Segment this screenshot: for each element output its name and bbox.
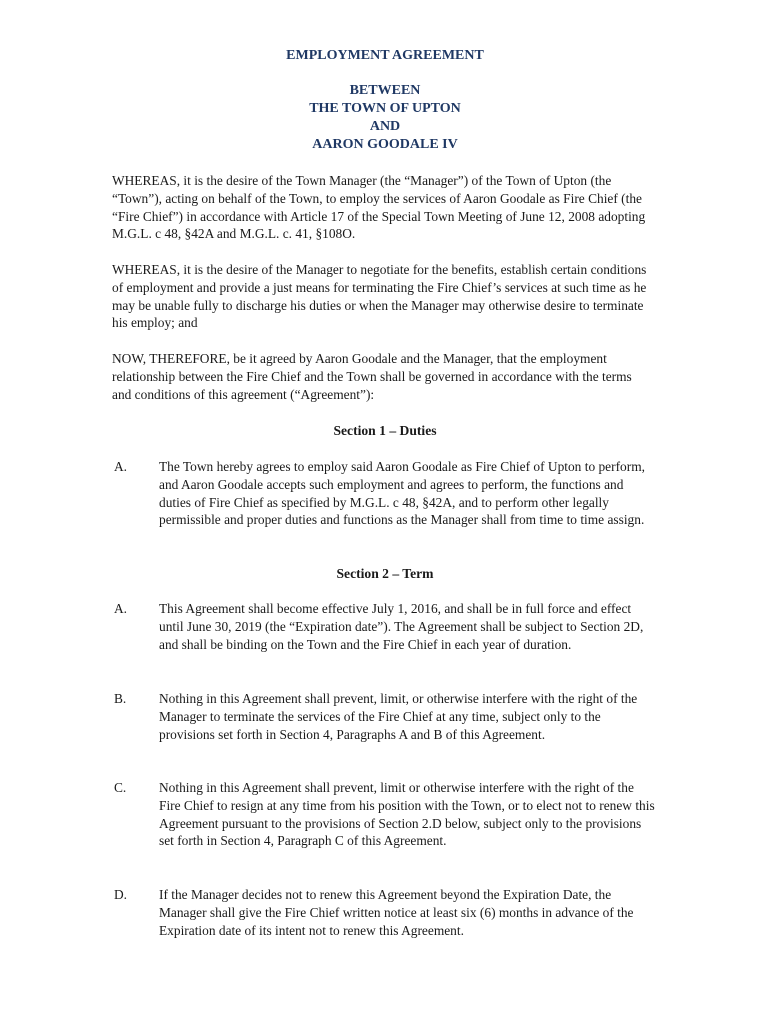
item-text: If the Manager decides not to renew this Agreement beyond the Expiration Date, the Manager shall give the Fire Chief written notice at least six (6) months in advance of the Expiration date of its intent not to renew this Agreement. — [159, 887, 634, 938]
and-label: AND — [369, 119, 401, 134]
party-town: THE TOWN OF UPTON — [309, 101, 461, 116]
document-title: EMPLOYMENT AGREEMENT — [286, 48, 484, 63]
item-letter: A. — [114, 459, 128, 474]
item-text: The Town hereby agrees to employ said Aaron Goodale as Fire Chief of Upton to perform, and Aaron Goodale accepts such employment and agrees to perform, the functions and duties of Fire Chief as specified by M.G.L. c 48, §42A, and to perform other legally permissible and proper duties and functions as the Manager shall from time to time assign. — [159, 459, 645, 528]
item-letter: D. — [114, 887, 128, 902]
item-letter: B. — [114, 691, 127, 706]
item-letter: C. — [114, 780, 127, 795]
section-2-heading: Section 2 – Term — [336, 566, 434, 581]
between-label: BETWEEN — [349, 83, 421, 98]
item-text: Nothing in this Agreement shall prevent, limit, or otherwise interfere with the right of the Manager to terminate the services of the Fire Chief at any time, subject only to the provisions set forth in Section 4, Paragraphs A and B of this Agreement. — [159, 691, 638, 742]
recital-paragraph: WHEREAS, it is the desire of the Town Manager (the “Manager”) of the Town of Upton (the “Town”), acting on behalf of the Town, to employ the services of Aaron Goodale as Fire Chief (the “Fire Chief”) in accordance with Article 17 of the Special Town Meeting of June 12, 2008 adopting M.G.L. c 48, §42A and M.G.L. c. 41, §108O. — [112, 173, 646, 242]
party-chief: AARON GOODALE IV — [312, 137, 458, 152]
title-block — [0, 47, 770, 154]
section-1-heading: Section 1 – Duties — [333, 423, 437, 438]
item-text: Nothing in this Agreement shall prevent, limit or otherwise interfere with the right of the Fire Chief to resign at any time from his position with the Town, or to elect not to renew this Agreement pursuant to the provisions of Section 2.D below, subject only to the provisions set forth in Section 4, Paragraph C of this Agreement. — [159, 780, 655, 849]
recital-paragraph: NOW, THEREFORE, be it agreed by Aaron Goodale and the Manager, that the employment relationship between the Fire Chief and the Town shall be governed in accordance with the terms and conditions of this agreement (“Agreement”): — [112, 351, 632, 402]
recital-paragraph: WHEREAS, it is the desire of the Manager to negotiate for the benefits, establish certain conditions of employment and provide a just means for terminating the Fire Chief’s services at such time as he may be unable fully to discharge his duties or when the Manager may otherwise desire to terminate his employ; and — [112, 262, 647, 331]
item-letter: A. — [114, 601, 128, 616]
item-text: This Agreement shall become effective July 1, 2016, and shall be in full force and effect until June 30, 2019 (the “Expiration date”). The Agreement shall be subject to Section 2D, and shall be binding on the Town and the Fire Chief in each year of duration. — [159, 601, 644, 652]
